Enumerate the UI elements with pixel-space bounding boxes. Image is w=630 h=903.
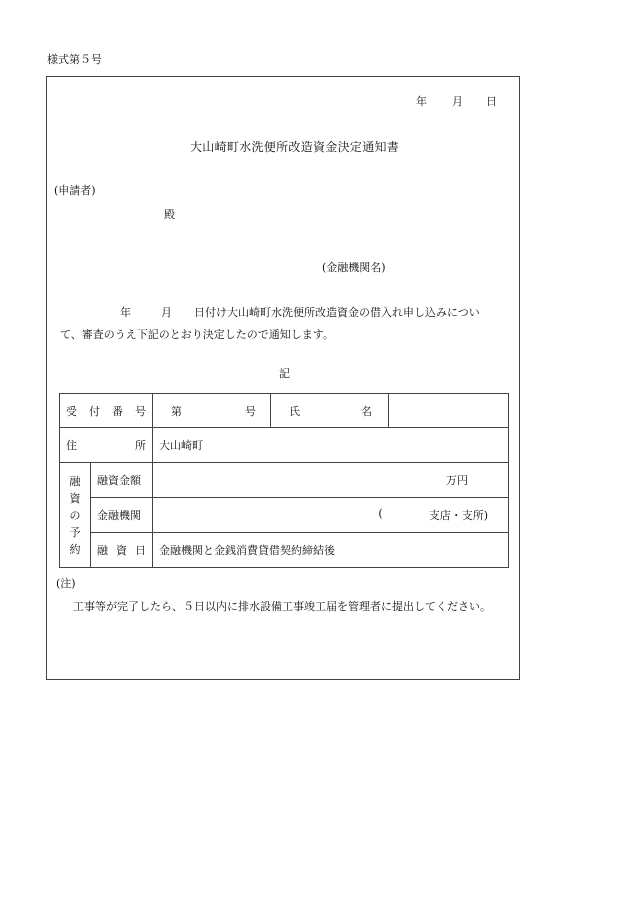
loan-amount-value: 万円: [153, 463, 509, 498]
loan-amount-label: 融資金額: [91, 463, 153, 498]
bank-value: [153, 498, 509, 533]
loan-reservation-label: 融 資 の 予 約: [60, 463, 91, 568]
bank-label: 金融機関: [91, 498, 153, 533]
note-text: 工事等が完了したら、５日以内に排水設備工事竣工届を管理者に提出してください。: [73, 600, 491, 613]
date-month-label: 月: [452, 95, 463, 108]
honorific-dono: 殿: [164, 208, 175, 221]
loan-date-value: 金融機関と金銭消費貸借契約締結後: [153, 533, 509, 568]
document-title: 大山崎町水洗便所改造資金決定通知書: [190, 140, 400, 154]
table-row-address: [60, 428, 509, 463]
name-value: [389, 394, 509, 428]
bank-branch-label: 支店・支所): [428, 509, 488, 522]
note-label: (注): [56, 577, 76, 590]
address-label: 住 所: [60, 428, 153, 463]
bank-paren-open: (: [378, 507, 383, 520]
table-row-loan-amount: [60, 463, 509, 498]
date-day-label: 日: [486, 95, 497, 108]
body-line-1-text: 日付け大山崎町水洗便所改造資金の借入れ申し込みについ: [194, 306, 480, 319]
loan-date-label: 融 資 日: [91, 533, 153, 568]
receipt-number-label: 受 付 番 号: [60, 394, 153, 428]
receipt-number-value: 第 号: [153, 394, 271, 428]
table-row-receipt: [60, 394, 509, 428]
body-year: 年: [120, 306, 131, 319]
body-line-2: て、審査のうえ下記のとおり決定したので通知します。: [60, 328, 334, 341]
body-line-1: [120, 304, 480, 320]
table-row-loan-date: [60, 533, 509, 568]
address-value: 大山崎町: [153, 428, 509, 463]
table-row-bank: [60, 498, 509, 533]
ki-heading: 記: [279, 367, 290, 380]
date-year-label: 年: [416, 95, 427, 108]
bank-name-label: (金融機関名): [322, 261, 386, 274]
form-number: 様式第５号: [47, 53, 102, 66]
name-label: 氏 名: [271, 394, 389, 428]
details-table: [59, 393, 509, 568]
body-month: 月: [161, 306, 172, 319]
applicant-label: (申請者): [54, 184, 96, 197]
